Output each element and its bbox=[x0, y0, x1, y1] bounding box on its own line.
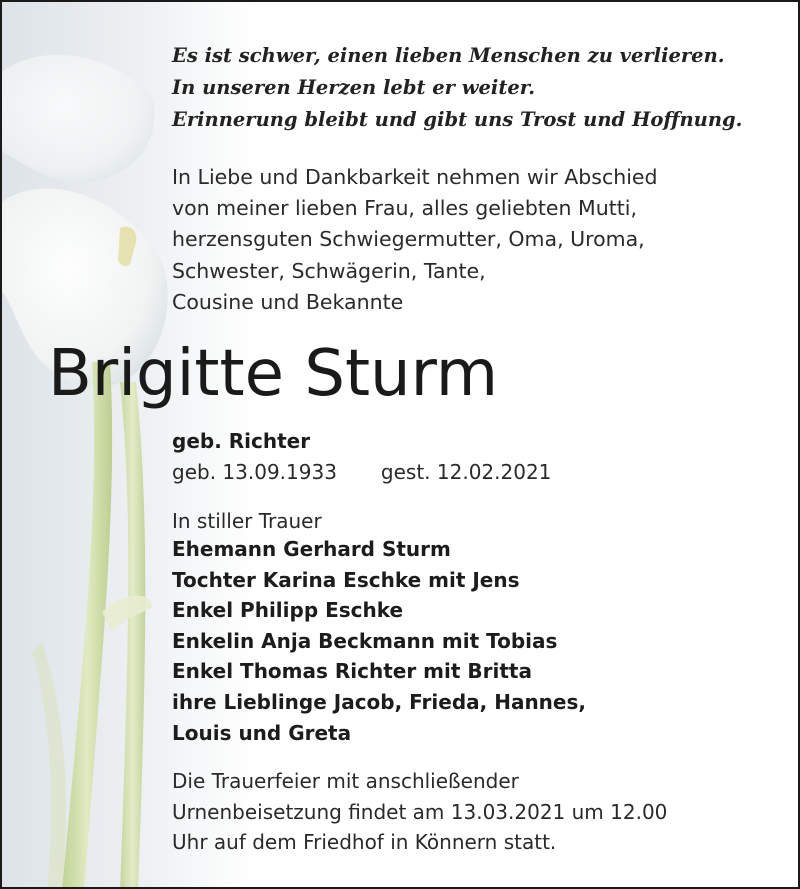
motto-line: Erinnerung bleibt und gibt uns Trost und Hoffnung. bbox=[172, 108, 743, 131]
intro-line: von meiner lieben Frau, alles geliebten Mutti, bbox=[172, 196, 637, 221]
mourner-line: ihre Lieblinge Jacob, Frieda, Hannes, bbox=[172, 689, 586, 714]
calla-petal-top bbox=[2, 55, 155, 183]
death-date: gest. 12.02.2021 bbox=[380, 460, 552, 484]
intro-line: herzensguten Schwiegermutter, Oma, Uroma, bbox=[172, 227, 645, 252]
maiden-name: geb. Richter bbox=[172, 429, 311, 453]
ceremony-info bbox=[172, 766, 778, 858]
mourner-line: Enkel Thomas Richter mit Britta bbox=[172, 659, 532, 684]
mourner-line: Tochter Karina Eschke mit Jens bbox=[172, 567, 520, 592]
mourning-intro: In stiller Trauer bbox=[172, 509, 322, 533]
farewell-intro bbox=[172, 162, 778, 318]
mourner-line: Ehemann Gerhard Sturm bbox=[172, 537, 451, 561]
ceremony-line: Urnenbeisetzung findet am 13.03.2021 um 12.00 bbox=[172, 799, 668, 824]
mourner-line: Enkel Philipp Eschke bbox=[172, 598, 404, 623]
life-dates bbox=[172, 457, 778, 487]
mourners-list bbox=[172, 534, 778, 748]
motto-line: In unseren Herzen lebt er weiter. bbox=[172, 76, 536, 99]
intro-line: Schwester, Schwägerin, Tante, bbox=[172, 258, 486, 283]
birth-date: geb. 13.09.1933 bbox=[172, 460, 337, 484]
deceased-name: Brigitte Sturm bbox=[48, 337, 499, 411]
calla-stem-right bbox=[120, 382, 145, 889]
intro-line: Cousine und Bekannte bbox=[172, 289, 404, 314]
ceremony-line: Uhr auf dem Friedhof in Könnern statt. bbox=[172, 830, 557, 854]
motto-line: Es ist schwer, einen lieben Menschen zu verlieren. bbox=[172, 44, 725, 67]
motto bbox=[172, 40, 778, 136]
ceremony-line: Die Trauerfeier mit anschließender bbox=[172, 769, 519, 793]
mourner-line: Louis und Greta bbox=[172, 720, 352, 745]
mourner-line: Enkelin Anja Beckmann mit Tobias bbox=[172, 628, 558, 653]
intro-line: In Liebe und Dankbarkeit nehmen wir Abschied bbox=[172, 165, 658, 189]
calla-stem-left bbox=[62, 362, 112, 889]
